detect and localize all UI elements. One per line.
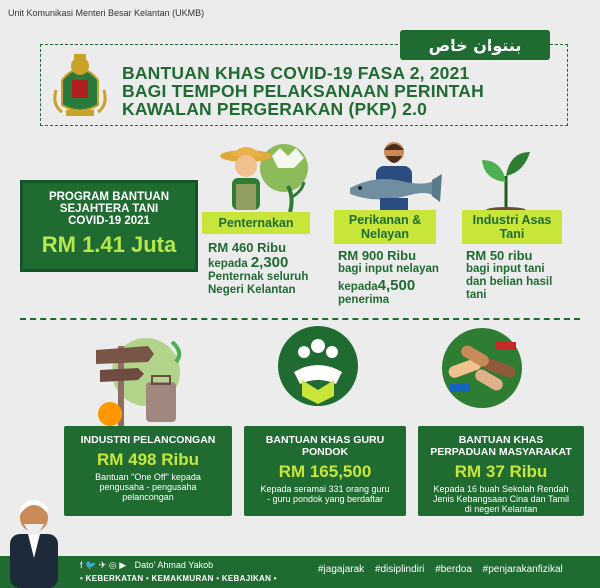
footer-motto: • KEBERKATAN • KEMAKMURAN • KEBAJIKAN • — [80, 574, 277, 583]
page-title — [122, 64, 562, 118]
program-box — [20, 180, 198, 272]
tourism-icon — [88, 332, 194, 428]
desc-line: Kepada seramai 331 orang guru — [260, 484, 390, 494]
card-title — [244, 434, 406, 458]
card-guru-pondok — [244, 426, 406, 516]
card-amount: RM 165,500 — [278, 462, 372, 481]
label-line: Perikanan & — [348, 213, 422, 227]
card-title: INDUSTRI PELANCONGAN — [80, 434, 216, 446]
card-title — [418, 434, 584, 458]
social-row — [80, 560, 213, 571]
hashtag: #berdoa — [435, 564, 472, 575]
title-line: KAWALAN PERGERAKAN (PKP) 2.0 — [122, 99, 428, 119]
desc-text: Negeri Kelantan — [208, 284, 296, 296]
desc-line: pengusaha - pengusaha — [99, 482, 197, 492]
footer-name: Dato' Ahmad Yakob — [134, 560, 214, 570]
category-label-perikanan — [334, 210, 436, 244]
desc-text: bagi input tani — [466, 263, 545, 275]
category-desc-penternakan — [208, 256, 328, 297]
desc-count: 2,300 — [250, 254, 289, 271]
unity-hands-icon — [440, 324, 524, 412]
label-line: Tani — [499, 227, 525, 241]
category-amount-perikanan: RM 900 Ribu — [338, 248, 417, 263]
desc-text: Penternak seluruh — [208, 271, 309, 283]
desc-line: Jenis Kebangsaan Cina dan Tamil — [433, 494, 569, 504]
title-line: PERPADUAN MASYARAKAT — [430, 446, 572, 458]
desc-text: bagi input nelayan — [338, 263, 439, 275]
title-line: BAGI TEMPOH PELAKSANAAN PERINTAH — [122, 81, 484, 101]
title-line: BANTUAN KHAS COVID-19 FASA 2, 2021 — [122, 63, 470, 83]
category-amount-industri-asas-tani: RM 50 ribu — [466, 248, 533, 263]
desc-line: di negeri Kelantan — [464, 504, 538, 514]
twitter-icon[interactable]: 🐦 — [85, 560, 97, 570]
youtube-icon[interactable]: ▶ — [119, 560, 127, 570]
category-desc-industri-asas-tani — [466, 263, 586, 302]
card-industri-pelancongan — [64, 426, 232, 516]
desc-text: tani — [466, 289, 487, 301]
card-desc — [64, 472, 232, 502]
seedling-icon — [478, 146, 534, 212]
title-line: PONDOK — [301, 446, 349, 458]
unit-label: Unit Komunikasi Menteri Besar Kelantan (UKMB) — [8, 8, 205, 18]
desc-text: kepada — [338, 281, 378, 293]
program-title-line: COVID-19 2021 — [68, 215, 150, 227]
facebook-icon[interactable]: f — [80, 560, 83, 570]
card-desc — [244, 484, 406, 504]
instagram-icon[interactable]: ◎ — [108, 560, 117, 570]
category-desc-perikanan — [338, 263, 462, 307]
desc-text: penerima — [338, 294, 390, 306]
program-title-line: SEJAHTERA TANI — [59, 203, 159, 215]
category-label-industri-asas-tani — [462, 210, 562, 244]
title-line: BANTUAN KHAS — [458, 434, 544, 446]
card-amount: RM 498 Ribu — [96, 450, 200, 469]
portrait-avatar — [6, 488, 62, 588]
label-line: Industri Asas — [472, 213, 552, 227]
footer — [0, 556, 600, 588]
fisherman-icon — [346, 140, 442, 216]
desc-line: pelancongan — [122, 492, 174, 502]
desc-line: Kepada 16 buah Sekolah Rendah — [433, 484, 569, 494]
program-amount: RM 1.41 Juta — [41, 232, 177, 257]
desc-text: dan belian hasil — [466, 276, 553, 288]
telegram-icon[interactable]: ✈ — [98, 560, 107, 570]
desc-line: - guru pondok yang berdaftar — [266, 494, 384, 504]
label-line: Nelayan — [361, 227, 409, 241]
card-perpaduan-masyarakat — [418, 426, 584, 516]
card-desc — [418, 484, 584, 514]
category-label-penternakan: Penternakan — [202, 212, 310, 234]
farmer-icon — [218, 138, 310, 216]
category-amount-penternakan: RM 460 Ribu — [208, 240, 287, 255]
desc-line: Bantuan "One Off" kepada — [95, 472, 201, 482]
desc-text: kepada — [208, 258, 251, 270]
hashtags — [318, 564, 571, 575]
title-line: BANTUAN KHAS GURU — [265, 434, 385, 446]
religious-teacher-icon — [276, 322, 360, 412]
hashtag: #disiplindiri — [374, 564, 425, 575]
program-title-line: PROGRAM BANTUAN — [48, 191, 170, 203]
card-amount: RM 37 Ribu — [454, 462, 548, 481]
hashtag: #jagajarak — [318, 564, 365, 575]
section-divider — [20, 318, 580, 320]
jawi-banner: بنتوان خاص — [400, 30, 550, 60]
desc-count: 4,500 — [377, 277, 416, 294]
hashtag: #penjarakanfizikal — [482, 564, 563, 575]
state-crest-icon — [52, 50, 108, 120]
